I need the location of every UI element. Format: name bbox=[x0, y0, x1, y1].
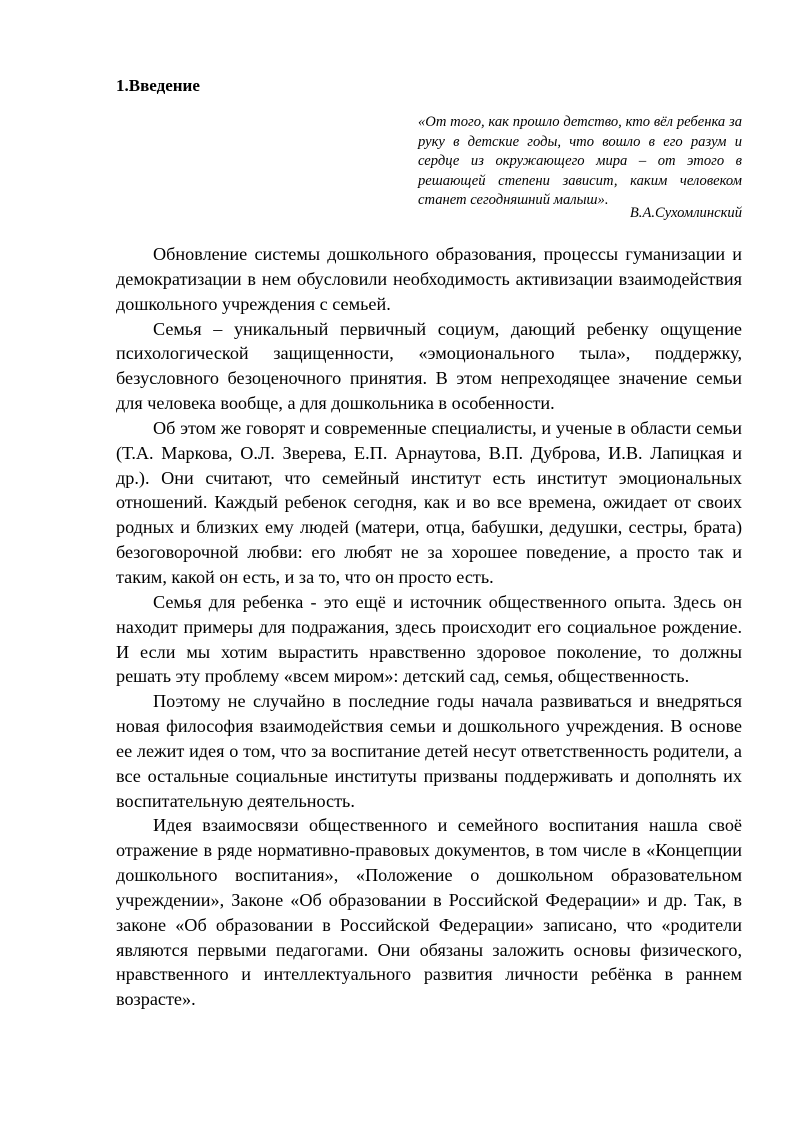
paragraph: Семья – уникальный первичный социум, дающий ребенку ощущение психологической защищенности, «эмоционального тыла», поддержку, безусловного безоценочного принятия. В этом непреходящее значение семьи для человека вообще, а для дошкольника в особенности. bbox=[116, 318, 742, 414]
paragraph: Обновление системы дошкольного образования, процессы гуманизации и демократизации в нем обусловили необходимость активизации взаимодействия дошкольного учреждения с семьей. bbox=[116, 244, 742, 314]
paragraph: Об этом же говорят и современные специалисты, и ученые в области семьи (Т.А. Маркова, О.Л. Зверева, Е.П. Арнаутова, В.П. Дуброва, И.В. Лапицкая и др.). Они считают, что семейный институт есть институт эмоциональных отношений. Каждый ребенок сегодня, как и во все времена, ожидает от своих родных и близких ему людей (матери, отца, бабушки, дедушки, сестры, брата) безоговорочной любви: его любят не за хорошее поведение, а просто так и таким, какой он есть, и за то, что он просто есть. bbox=[116, 417, 742, 587]
paragraph: Поэтому не случайно в последние годы начала развиваться и внедряться новая философия взаимодействия семьи и дошкольного учреждения. В основе ее лежит идея о том, что за воспитание детей несут ответственность родители, а все остальные социальные институты призваны поддерживать и дополнять их воспитательную деятельность. bbox=[116, 691, 742, 811]
section-heading: 1.Введение bbox=[116, 76, 200, 95]
body-text bbox=[116, 242, 742, 1012]
epigraph-quote: «От того, как прошло детство, кто вёл ребенка за руку в детские годы, что вошло в его разум и сердце из окружающего мира – от этого в решающей степени зависит, каким человеком станет сегодняшний малыш». bbox=[418, 114, 742, 208]
epigraph-author: В.А.Сухомлинский bbox=[629, 205, 742, 221]
paragraph: Семья для ребенка - это ещё и источник общественного опыта. Здесь он находит примеры для подражания, здесь происходит его социальное рождение. И если мы хотим вырастить нравственно здоровое поколение, то должны решать эту проблему «всем миром»: детский сад, семья, общественность. bbox=[116, 591, 742, 687]
paragraph: Идея взаимосвязи общественного и семейного воспитания нашла своё отражение в ряде нормативно-правовых документов, в том числе в «Концепции дошкольного воспитания», «Положение о дошкольном образовательном учреждении», Законе «Об образовании в Российской Федерации» и др. Так, в законе «Об образовании в Российской Федерации» записано, что «родители являются первыми педагогами. Они обязаны заложить основы физического, нравственного и интеллектуального развития личности ребёнка в раннем возрасте». bbox=[116, 815, 742, 1010]
